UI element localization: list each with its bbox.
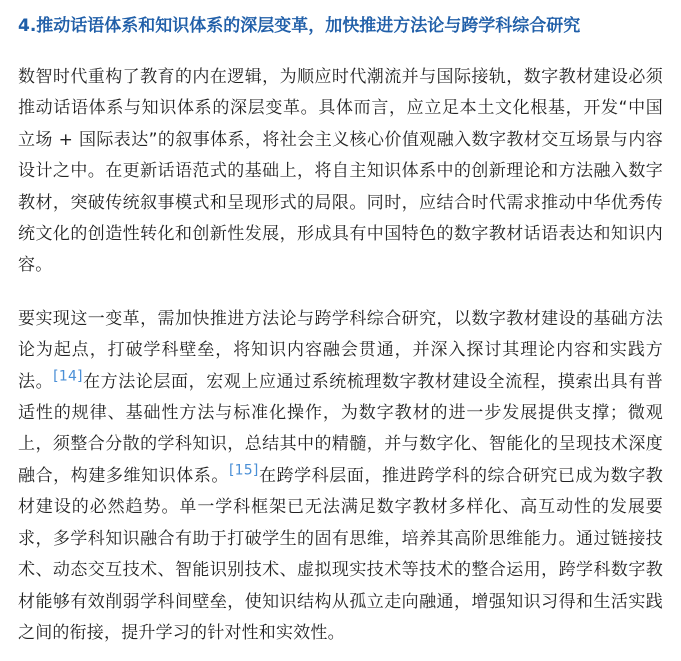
paragraph-2-part-3: 在跨学科层面，推进跨学科的综合研究已成为数字教材建设的必然趋势。单一学科框架已无法满足数字教材多样化、高互动性的发展要求，多学科知识融合有助于打破学生的固有思维，培养其高阶思维能力。通过链接技术、动态交互技术、智能识别技术、虚拟现实技术等技术的整合运用，跨学科数字教材能够有效削弱学科间壁垒，使知识结构从孤立走向融通，增强知识习得和生活实践之间的衔接，提升学习的针对性和实效性。 [18,465,663,643]
paragraph-2-part-1: 要实现这一变革，需加快推进方法论与跨学科综合研究，以数字教材建设的基础方法论为起点，打破学科壁垒，将知识内容融会贯通，并深入探讨其理论内容和实践方法。 [18,308,663,392]
reference-14-link[interactable]: [14] [53,368,83,384]
reference-15-link[interactable]: [15] [229,462,259,479]
section-heading: 4.推动话语体系和知识体系的深层变革，加快推进方法论与跨学科综合研究 [18,16,581,36]
paragraph-1: 数智时代重构了教育的内在逻辑，为顺应时代潮流并与国际接轨，数字教材建设必须推动话语体系与知识体系的深层变革。具体而言，应立足本土文化根基，开发“中国立场 + 国际表达”的叙事体系，将社会主义核心价值观融入数字教材交互场景与内容设计之中。在更新话语范式的基础上，将自主知识体系中的创新理论和方法融入数字教材，突破传统叙事模式和呈现形式的局限。同时，应结合时代需求推动中华优秀传统文化的创造性转化和创新性发展，形成具有中国特色的数字教材话语表达和知识内容。 [18,67,663,276]
paragraph-2 [18,304,663,649]
paragraph-2-part-2: 在方法论层面，宏观上应通过系统梳理数字教材建设全流程，摸索出具有普适性的规律、基础性方法与标准化操作，为数字教材的进一步发展提供支撑；微观上，须整合分散的学科知识，总结其中的精髓，并与数字化、智能化的呈现技术深度融合，构建多维知识体系。 [18,371,663,486]
